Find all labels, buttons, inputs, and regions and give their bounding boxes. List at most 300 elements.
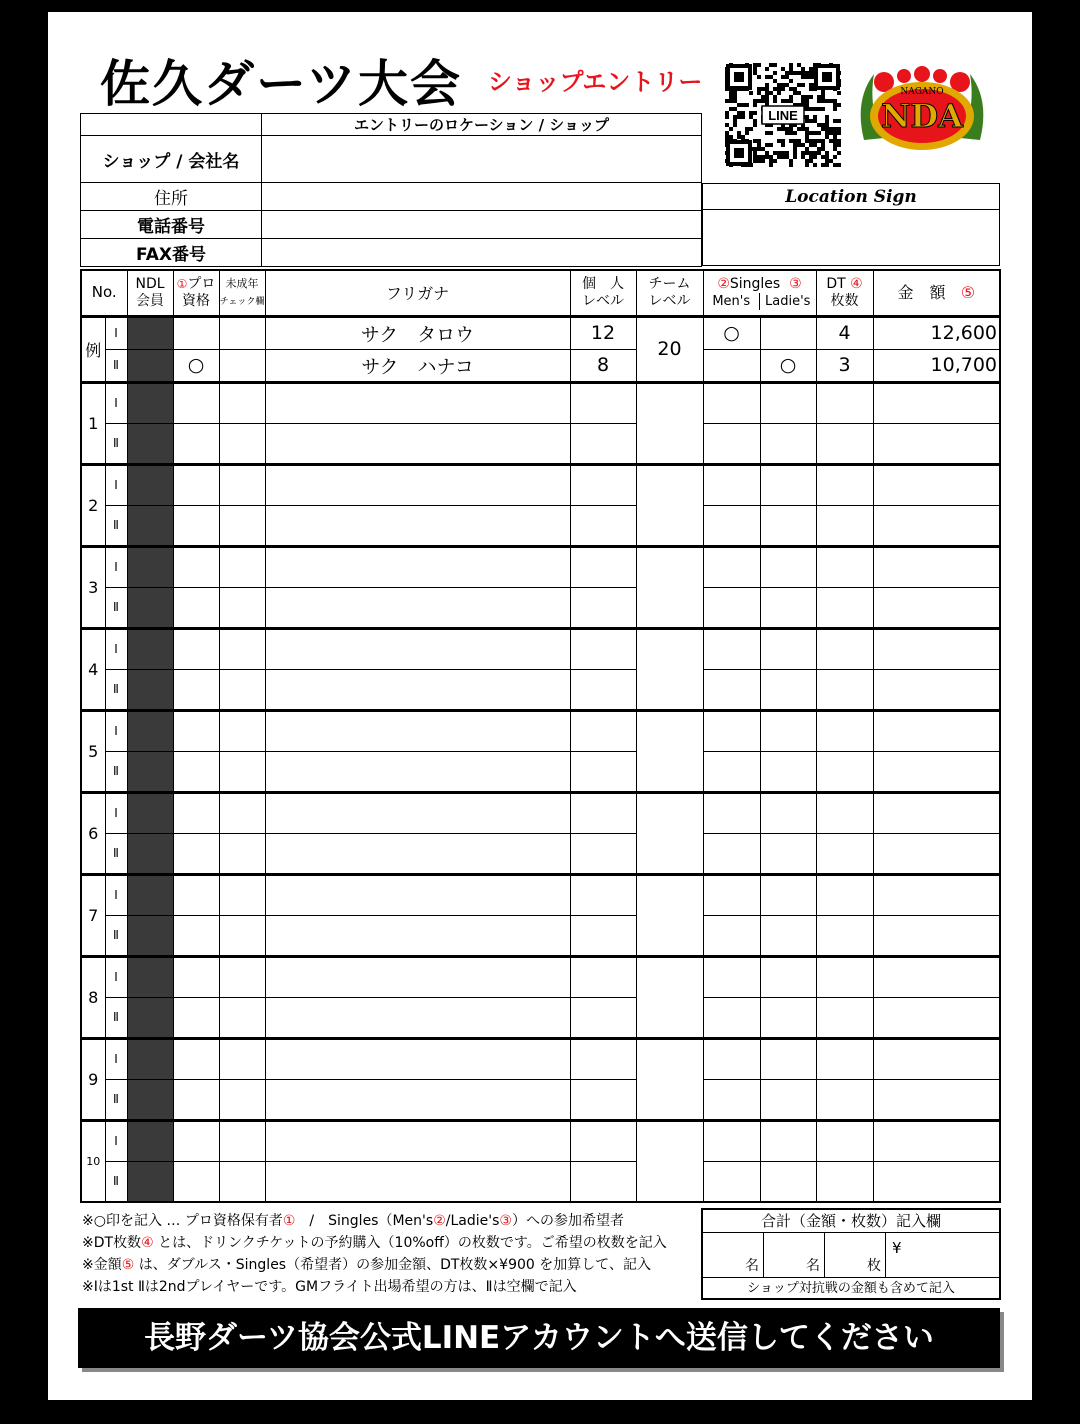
amount-cell[interactable] xyxy=(873,628,1000,669)
pro-cell[interactable] xyxy=(173,1038,219,1079)
entry-row xyxy=(81,423,1000,464)
ndl-cell xyxy=(127,628,173,669)
team-level-cell[interactable] xyxy=(636,628,703,710)
ladies-cell[interactable] xyxy=(760,833,816,874)
ndl-cell xyxy=(127,669,173,710)
name-cell[interactable] xyxy=(265,546,570,587)
pro-cell[interactable] xyxy=(173,423,219,464)
team-level-cell[interactable] xyxy=(636,464,703,546)
entry-row xyxy=(81,1161,1000,1202)
pro-cell[interactable] xyxy=(173,505,219,546)
amount-cell[interactable] xyxy=(873,1038,1000,1079)
ndl-cell xyxy=(127,751,173,792)
mens-cell[interactable] xyxy=(703,628,760,669)
totals-unit-2[interactable]: 名 xyxy=(764,1233,825,1277)
ladies-cell[interactable] xyxy=(760,423,816,464)
ndl-cell xyxy=(127,997,173,1038)
totals-box xyxy=(701,1208,1001,1300)
ndl-cell xyxy=(127,505,173,546)
ndl-cell xyxy=(127,1038,173,1079)
example-row-1 xyxy=(81,316,1000,349)
player-mark: Ⅰ xyxy=(105,792,127,833)
level-cell[interactable] xyxy=(570,423,636,464)
level-cell[interactable] xyxy=(570,997,636,1038)
minor-cell[interactable] xyxy=(219,956,265,997)
amount-cell[interactable] xyxy=(873,1161,1000,1202)
pro-cell[interactable] xyxy=(173,792,219,833)
amount-cell[interactable] xyxy=(873,1079,1000,1120)
dt-cell[interactable] xyxy=(816,1120,873,1161)
minor-cell[interactable] xyxy=(219,382,265,423)
minor-cell[interactable] xyxy=(219,628,265,669)
dt-cell[interactable] xyxy=(816,587,873,628)
amount-cell[interactable] xyxy=(873,915,1000,956)
name-cell[interactable] xyxy=(265,792,570,833)
level-cell[interactable] xyxy=(570,710,636,751)
nda-logo xyxy=(854,60,990,162)
row-number: 3 xyxy=(81,546,105,628)
entry-row xyxy=(81,1038,1000,1079)
ladies-cell[interactable] xyxy=(760,1079,816,1120)
pro-cell[interactable] xyxy=(173,587,219,628)
team-level-cell: 20 xyxy=(636,316,703,382)
example-row-2 xyxy=(81,349,1000,382)
team-level-cell[interactable] xyxy=(636,710,703,792)
level-cell[interactable] xyxy=(570,1038,636,1079)
level-cell[interactable] xyxy=(570,382,636,423)
name-cell[interactable] xyxy=(265,997,570,1038)
pro-cell[interactable] xyxy=(173,997,219,1038)
pro-cell[interactable] xyxy=(173,669,219,710)
name-cell: サク ハナコ xyxy=(265,349,570,382)
level-cell[interactable] xyxy=(570,1120,636,1161)
level-cell[interactable] xyxy=(570,587,636,628)
fax-field[interactable] xyxy=(262,239,702,267)
dt-cell[interactable] xyxy=(816,1038,873,1079)
dt-cell[interactable] xyxy=(816,464,873,505)
dt-cell[interactable] xyxy=(816,546,873,587)
entry-row xyxy=(81,464,1000,505)
level-cell[interactable] xyxy=(570,792,636,833)
row-number: 2 xyxy=(81,464,105,546)
ladies-cell[interactable] xyxy=(760,587,816,628)
logo-arc-text: NAGANO xyxy=(900,87,944,97)
note-line: ※○印を記入 … プロ資格保有者① / Singles（Men's②/Ladie's③）への参加希望者 xyxy=(82,1213,624,1229)
ladies-cell[interactable] xyxy=(760,546,816,587)
mens-cell[interactable] xyxy=(703,710,760,751)
ndl-cell xyxy=(127,423,173,464)
ladies-cell[interactable] xyxy=(760,956,816,997)
player-mark: Ⅰ xyxy=(105,628,127,669)
ndl-cell xyxy=(127,833,173,874)
entry-table xyxy=(80,269,1001,1203)
shop-name-field[interactable] xyxy=(262,136,702,183)
location-header: エントリーのロケーション / ショップ xyxy=(262,114,702,136)
player-mark: Ⅰ xyxy=(105,874,127,915)
page-title: 佐久ダーツ大会 xyxy=(100,55,462,113)
name-cell[interactable] xyxy=(265,1161,570,1202)
dt-cell: 3 xyxy=(816,349,873,382)
dt-cell[interactable] xyxy=(816,710,873,751)
entry-row xyxy=(81,669,1000,710)
level-cell[interactable] xyxy=(570,915,636,956)
player-mark: Ⅱ xyxy=(105,1079,127,1120)
amount-cell[interactable] xyxy=(873,669,1000,710)
ladies-cell[interactable] xyxy=(760,751,816,792)
col-ndl: NDL 会員 xyxy=(127,270,173,316)
mens-cell[interactable] xyxy=(703,464,760,505)
minor-cell[interactable] xyxy=(219,1079,265,1120)
qr-line-label: LINE xyxy=(768,108,798,123)
pro-cell[interactable] xyxy=(173,1161,219,1202)
amount-cell[interactable] xyxy=(873,1120,1000,1161)
shop-name-label: ショップ / 会社名 xyxy=(81,136,262,183)
table-header-row xyxy=(81,270,1000,316)
mens-cell[interactable] xyxy=(703,1038,760,1079)
ndl-cell xyxy=(127,710,173,751)
amount-cell[interactable] xyxy=(873,382,1000,423)
entry-row xyxy=(81,505,1000,546)
level-cell[interactable] xyxy=(570,874,636,915)
dt-cell[interactable] xyxy=(816,1079,873,1120)
name-cell[interactable] xyxy=(265,1038,570,1079)
ndl-cell xyxy=(127,1120,173,1161)
dt-cell[interactable] xyxy=(816,874,873,915)
entry-row xyxy=(81,587,1000,628)
col-amount: 金 額 ⑤ xyxy=(873,270,1000,316)
col-team-level: チーム レベル xyxy=(636,270,703,316)
col-minor: 未成年 チェック欄 xyxy=(219,270,265,316)
row-number: 8 xyxy=(81,956,105,1038)
name-cell[interactable] xyxy=(265,505,570,546)
pro-cell[interactable] xyxy=(173,915,219,956)
entry-row xyxy=(81,792,1000,833)
dt-cell[interactable] xyxy=(816,423,873,464)
minor-cell[interactable] xyxy=(219,423,265,464)
ndl-cell xyxy=(127,874,173,915)
level-cell: 12 xyxy=(570,316,636,349)
fax-label: FAX番号 xyxy=(81,239,262,267)
location-sign-field[interactable] xyxy=(703,210,1000,266)
page-subtitle: ショップエントリー xyxy=(488,68,703,96)
pro-cell[interactable] xyxy=(173,382,219,423)
minor-cell[interactable] xyxy=(219,587,265,628)
minor-cell xyxy=(219,349,265,382)
minor-cell[interactable] xyxy=(219,710,265,751)
note-line: ※Ⅰは1st Ⅱは2ndプレイヤーです。GMフライト出場希望の方は、Ⅱは空欄で記入 xyxy=(82,1279,577,1295)
amount-cell[interactable] xyxy=(873,423,1000,464)
name-cell[interactable] xyxy=(265,628,570,669)
pro-cell xyxy=(173,316,219,349)
pro-cell[interactable] xyxy=(173,628,219,669)
minor-cell[interactable] xyxy=(219,915,265,956)
dt-cell[interactable] xyxy=(816,915,873,956)
player-mark: Ⅱ xyxy=(105,833,127,874)
col-mens: Men's xyxy=(712,293,751,309)
dt-cell[interactable] xyxy=(816,751,873,792)
ladies-cell[interactable] xyxy=(760,874,816,915)
player-mark: Ⅰ xyxy=(105,382,127,423)
dt-cell[interactable] xyxy=(816,1161,873,1202)
ladies-cell[interactable] xyxy=(760,1038,816,1079)
team-level-cell[interactable] xyxy=(636,382,703,464)
ndl-cell xyxy=(127,1079,173,1120)
entry-row xyxy=(81,546,1000,587)
player-mark: Ⅰ xyxy=(105,546,127,587)
pro-cell[interactable] xyxy=(173,1120,219,1161)
mens-cell[interactable] xyxy=(703,546,760,587)
amount-cell[interactable] xyxy=(873,956,1000,997)
mens-cell[interactable] xyxy=(703,751,760,792)
col-ladies: Ladie's xyxy=(759,293,816,310)
player-mark: Ⅰ xyxy=(105,956,127,997)
notes-block xyxy=(82,1210,702,1298)
ladies-cell[interactable] xyxy=(760,669,816,710)
mens-cell[interactable] xyxy=(703,833,760,874)
pro-cell: ○ xyxy=(173,349,219,382)
address-field[interactable] xyxy=(262,183,702,211)
ndl-cell xyxy=(127,792,173,833)
ladies-cell xyxy=(760,316,816,349)
player-mark: Ⅱ xyxy=(105,587,127,628)
row-number: 10 xyxy=(81,1120,105,1202)
footer-banner: 長野ダーツ協会公式LINEアカウントへ送信してください xyxy=(78,1308,1000,1368)
entry-row xyxy=(81,997,1000,1038)
amount-cell[interactable] xyxy=(873,464,1000,505)
level-cell[interactable] xyxy=(570,1079,636,1120)
player-mark: Ⅰ xyxy=(105,464,127,505)
phone-field[interactable] xyxy=(262,211,702,239)
totals-note: ショップ対抗戦の金額も含めて記入 xyxy=(747,1281,955,1296)
ndl-cell xyxy=(127,915,173,956)
player-mark: Ⅱ xyxy=(105,997,127,1038)
ladies-cell[interactable] xyxy=(760,710,816,751)
col-singles: ②Singles ③ Men's Ladie's xyxy=(703,270,816,316)
col-furigana: フリガナ xyxy=(265,270,570,316)
amount-cell[interactable] xyxy=(873,792,1000,833)
level-cell[interactable] xyxy=(570,751,636,792)
dt-cell[interactable] xyxy=(816,956,873,997)
location-sign-box xyxy=(702,183,1000,266)
amount-cell[interactable] xyxy=(873,751,1000,792)
col-pro: ①プロ 資格 xyxy=(173,270,219,316)
totals-unit-3[interactable]: 枚 xyxy=(825,1233,886,1277)
row-number: 5 xyxy=(81,710,105,792)
minor-cell[interactable] xyxy=(219,997,265,1038)
totals-unit-1[interactable]: 名 xyxy=(703,1233,764,1277)
ladies-cell[interactable] xyxy=(760,915,816,956)
level-cell: 8 xyxy=(570,349,636,382)
ndl-cell xyxy=(127,587,173,628)
minor-cell[interactable] xyxy=(219,792,265,833)
level-cell[interactable] xyxy=(570,546,636,587)
amount-cell[interactable] xyxy=(873,546,1000,587)
mens-cell: ○ xyxy=(703,316,760,349)
name-cell[interactable] xyxy=(265,1120,570,1161)
level-cell[interactable] xyxy=(570,1161,636,1202)
dt-cell[interactable] xyxy=(816,505,873,546)
mens-cell[interactable] xyxy=(703,1161,760,1202)
row-number: 7 xyxy=(81,874,105,956)
amount-cell[interactable] xyxy=(873,874,1000,915)
ndl-cell xyxy=(127,956,173,997)
player-mark: Ⅰ xyxy=(105,710,127,751)
dt-cell[interactable] xyxy=(816,382,873,423)
amount-cell[interactable] xyxy=(873,833,1000,874)
dt-cell[interactable] xyxy=(816,628,873,669)
note-line: ※金額⑤ は、ダブルス・Singles（希望者）の参加金額、DT枚数×¥900 を加算して、記入 xyxy=(82,1257,651,1273)
minor-cell[interactable] xyxy=(219,464,265,505)
minor-cell[interactable] xyxy=(219,874,265,915)
dt-cell[interactable] xyxy=(816,833,873,874)
name-cell[interactable] xyxy=(265,710,570,751)
mens-cell[interactable] xyxy=(703,423,760,464)
player-mark: Ⅱ xyxy=(105,423,127,464)
name-cell[interactable] xyxy=(265,915,570,956)
pro-cell[interactable] xyxy=(173,546,219,587)
minor-cell[interactable] xyxy=(219,1161,265,1202)
team-level-cell[interactable] xyxy=(636,792,703,874)
minor-cell[interactable] xyxy=(219,833,265,874)
entry-row xyxy=(81,915,1000,956)
mens-cell[interactable] xyxy=(703,669,760,710)
pro-cell[interactable] xyxy=(173,1079,219,1120)
ndl-cell xyxy=(127,316,173,349)
mens-cell[interactable] xyxy=(703,587,760,628)
team-level-cell[interactable] xyxy=(636,546,703,628)
name-cell[interactable] xyxy=(265,751,570,792)
name-cell[interactable] xyxy=(265,1079,570,1120)
pro-cell[interactable] xyxy=(173,956,219,997)
name-cell[interactable] xyxy=(265,669,570,710)
amount-cell[interactable] xyxy=(873,997,1000,1038)
minor-cell xyxy=(219,316,265,349)
ladies-cell[interactable] xyxy=(760,792,816,833)
col-dt: DT ④ 枚数 xyxy=(816,270,873,316)
mens-cell[interactable] xyxy=(703,997,760,1038)
name-cell[interactable] xyxy=(265,833,570,874)
level-cell[interactable] xyxy=(570,505,636,546)
minor-cell[interactable] xyxy=(219,546,265,587)
ladies-cell: ○ xyxy=(760,349,816,382)
col-personal-level: 個 人 レベル xyxy=(570,270,636,316)
player-mark: Ⅰ xyxy=(105,316,127,349)
row-number: 4 xyxy=(81,628,105,710)
ladies-cell[interactable] xyxy=(760,382,816,423)
name-cell[interactable] xyxy=(265,382,570,423)
ladies-cell[interactable] xyxy=(760,997,816,1038)
name-cell[interactable] xyxy=(265,464,570,505)
ndl-cell xyxy=(127,464,173,505)
pro-cell[interactable] xyxy=(173,874,219,915)
level-cell[interactable] xyxy=(570,669,636,710)
ndl-cell xyxy=(127,1161,173,1202)
entry-row xyxy=(81,628,1000,669)
minor-cell[interactable] xyxy=(219,751,265,792)
pro-cell[interactable] xyxy=(173,464,219,505)
team-level-cell[interactable] xyxy=(636,1120,703,1202)
pro-cell[interactable] xyxy=(173,710,219,751)
name-cell: サク タロウ xyxy=(265,316,570,349)
mens-cell[interactable] xyxy=(703,792,760,833)
mens-cell[interactable] xyxy=(703,382,760,423)
amount-cell: 10,700 xyxy=(873,349,1000,382)
level-cell[interactable] xyxy=(570,833,636,874)
entry-row xyxy=(81,710,1000,751)
mens-cell xyxy=(703,349,760,382)
dt-cell[interactable] xyxy=(816,669,873,710)
dt-cell: 4 xyxy=(816,316,873,349)
address-label: 住所 xyxy=(81,183,262,211)
minor-cell[interactable] xyxy=(219,1038,265,1079)
entry-row xyxy=(81,1120,1000,1161)
mens-cell[interactable] xyxy=(703,505,760,546)
mens-cell[interactable] xyxy=(703,956,760,997)
player-mark: Ⅱ xyxy=(105,915,127,956)
pro-cell[interactable] xyxy=(173,751,219,792)
minor-cell[interactable] xyxy=(219,1120,265,1161)
mens-cell[interactable] xyxy=(703,874,760,915)
ladies-cell[interactable] xyxy=(760,628,816,669)
ladies-cell[interactable] xyxy=(760,1161,816,1202)
ladies-cell[interactable] xyxy=(760,505,816,546)
dt-cell[interactable] xyxy=(816,792,873,833)
player-mark: Ⅰ xyxy=(105,1038,127,1079)
name-cell[interactable] xyxy=(265,956,570,997)
amount-cell[interactable] xyxy=(873,587,1000,628)
entry-row xyxy=(81,751,1000,792)
amount-cell[interactable] xyxy=(873,710,1000,751)
amount-cell[interactable] xyxy=(873,505,1000,546)
mens-cell[interactable] xyxy=(703,915,760,956)
player-mark: Ⅱ xyxy=(105,505,127,546)
name-cell[interactable] xyxy=(265,587,570,628)
ndl-cell xyxy=(127,546,173,587)
name-cell[interactable] xyxy=(265,423,570,464)
level-cell[interactable] xyxy=(570,956,636,997)
totals-yen[interactable]: ¥ xyxy=(892,1239,902,1257)
player-mark: Ⅰ xyxy=(105,1120,127,1161)
level-cell[interactable] xyxy=(570,464,636,505)
entry-row xyxy=(81,956,1000,997)
example-label: 例 xyxy=(81,316,105,382)
ndl-cell xyxy=(127,349,173,382)
team-level-cell[interactable] xyxy=(636,874,703,956)
ladies-cell[interactable] xyxy=(760,1120,816,1161)
name-cell[interactable] xyxy=(265,874,570,915)
team-level-cell[interactable] xyxy=(636,1038,703,1120)
mens-cell[interactable] xyxy=(703,1079,760,1120)
row-number: 6 xyxy=(81,792,105,874)
shop-info-table xyxy=(80,113,702,267)
mens-cell[interactable] xyxy=(703,1120,760,1161)
minor-cell[interactable] xyxy=(219,505,265,546)
entry-row xyxy=(81,833,1000,874)
row-number: 1 xyxy=(81,382,105,464)
row-number: 9 xyxy=(81,1038,105,1120)
level-cell[interactable] xyxy=(570,628,636,669)
logo-main-text: NDA xyxy=(881,97,963,135)
note-line: ※DT枚数④ とは、ドリンクチケットの予約購入（10%off）の枚数です。ご希望の枚数を記入 xyxy=(82,1235,667,1251)
dt-cell[interactable] xyxy=(816,997,873,1038)
team-level-cell[interactable] xyxy=(636,956,703,1038)
line-qr-code xyxy=(724,62,842,168)
ladies-cell[interactable] xyxy=(760,464,816,505)
player-mark: Ⅱ xyxy=(105,669,127,710)
minor-cell[interactable] xyxy=(219,669,265,710)
pro-cell[interactable] xyxy=(173,833,219,874)
ndl-cell xyxy=(127,382,173,423)
